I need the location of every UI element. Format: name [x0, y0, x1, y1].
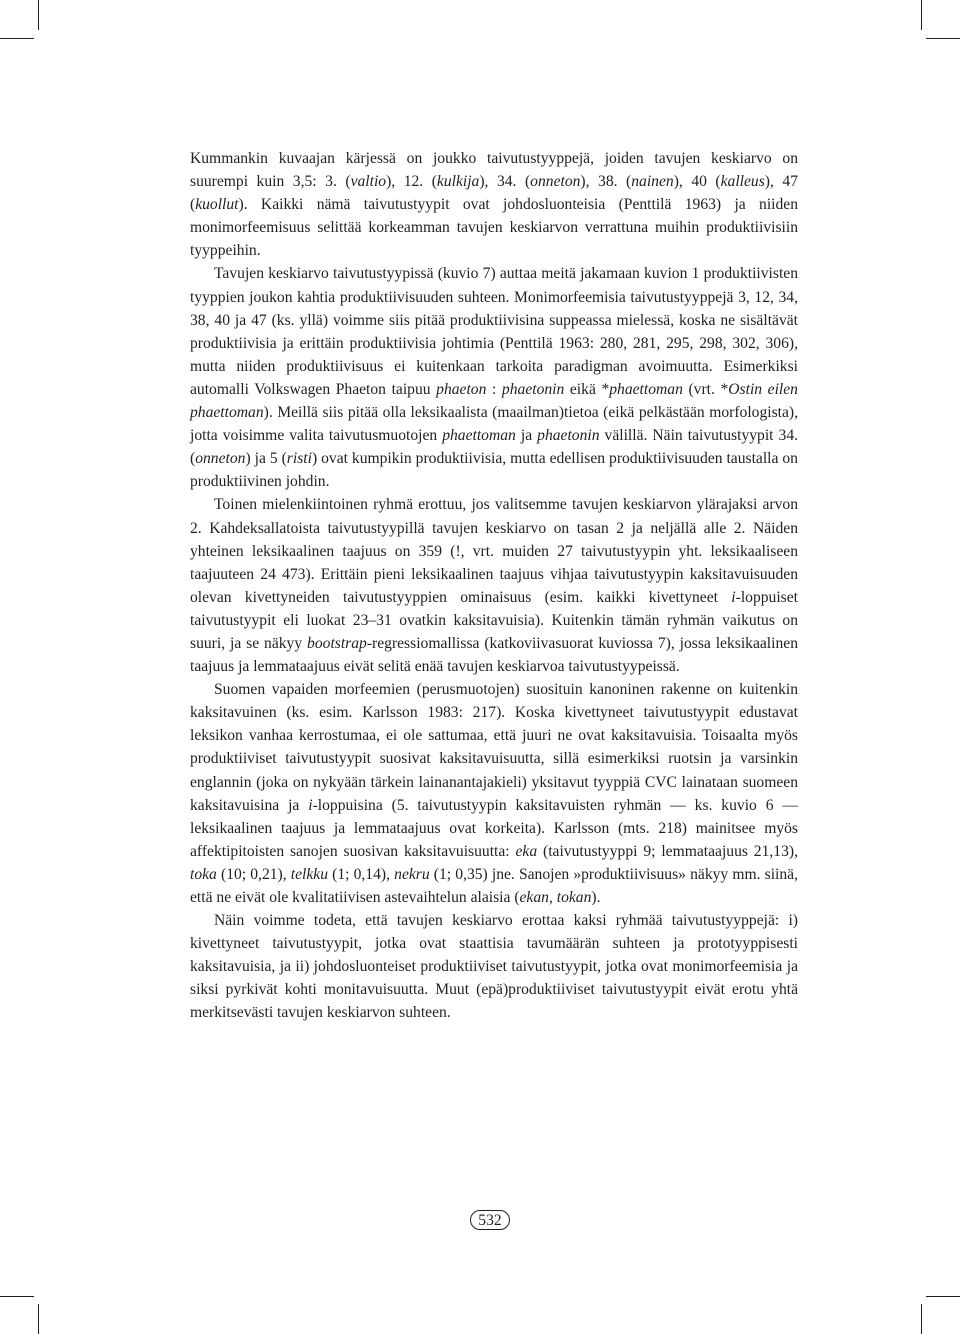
- crop-mark-top-right-horizontal: [926, 38, 960, 39]
- crop-mark-bottom-right-vertical: [921, 1304, 922, 1334]
- text-run: Kummankin kuvaajan kärjessä on joukko taivutustyyppejä, joiden tavujen keskiarvo on suurempi kuin 3,5: 3. (: [190, 150, 798, 191]
- italic-text: eka: [515, 842, 538, 860]
- text-run: ) ja 5 (: [245, 450, 287, 468]
- italic-text: phaetonin: [537, 427, 600, 445]
- body-text: [190, 147, 798, 1025]
- text-run: :: [486, 380, 502, 398]
- paragraph: [190, 262, 798, 493]
- text-run: ), 12. (: [386, 173, 437, 191]
- italic-text: ekan, tokan: [519, 889, 592, 906]
- crop-mark-bottom-left-horizontal: [0, 1296, 34, 1297]
- italic-text: kalleus: [720, 173, 765, 191]
- text-run: ), 47 (: [190, 173, 799, 214]
- text-run: ja: [515, 427, 538, 445]
- crop-mark-bottom-right-horizontal: [926, 1296, 960, 1297]
- text-run: Suomen vapaiden morfeemien (perusmuotojen) suosituin kanoninen rakenne on kuitenkin kaksitavuinen (ks. esim. Karlsson 1983: 217). Koska kivettyneet taivutustyypit edustavat leksikon vanhaa kerrostumaa, ei ole sattumaa, että juuri ne ovat kaksitavuisia. Toisaalta myös produktiiviset taivutustyypit suosivat kaksitavuisuutta, sillä esimerkiksi ruotsin ja varsinkin englannin (joka on nykyään tärkein lainanantajakieli) yksitavut tyyppiä CVC lainataan suomeen kaksitavuisina ja: [190, 681, 798, 814]
- page-number: 532: [470, 1210, 510, 1230]
- text-run: Näin voimme todeta, että tavujen keskiarvo erottaa kaksi ryhmää taivutustyyppejä: i) kivettyneet taivutustyypit, jotka ovat staattisia tavumäärän suhteen ja prototyyppisesti kaksitavuisia, ja ii) johdosluonteiset produktiiviset taivutustyypit, jotka ovat monimorfeemisia ja siksi pyrkivät kohti monitavuisuutta. Muut (epä)produktiiviset taivutustyypit eivät erotu yhtä merkitsevästi tavujen keskiarvon suhteen.: [190, 912, 798, 1022]
- text-run: ).: [591, 889, 601, 906]
- italic-text: toka: [190, 865, 217, 883]
- italic-text: risti: [286, 450, 312, 468]
- italic-text: phaetonin: [501, 380, 565, 398]
- italic-text: bootstrap: [307, 634, 367, 652]
- text-run: ) ovat kumpikin produktiivisia, mutta edellisen produktiivisuuden taustalla on produktiivinen johdin.: [190, 450, 798, 491]
- paragraph: [190, 678, 798, 909]
- paragraph: [190, 147, 798, 262]
- paragraph: [190, 909, 798, 1024]
- italic-text: phaettoman: [442, 427, 516, 445]
- crop-mark-bottom-left-vertical: [38, 1304, 39, 1334]
- text-run: ), 38. (: [580, 173, 632, 191]
- crop-mark-top-right-vertical: [921, 0, 922, 30]
- crop-mark-top-left-vertical: [38, 0, 39, 30]
- italic-text: onneton: [530, 173, 581, 191]
- italic-text: phaettoman: [609, 380, 683, 398]
- text-run: (vrt. *: [682, 380, 729, 398]
- text-run: ). Kaikki nämä taivutustyypit ovat johdosluonteisia (Penttilä 1963) ja niiden monimorfeemisuus selittää korkeamman tavujen keskiarvon verrattuna muihin produktiivisiin tyyppeihin.: [190, 196, 798, 260]
- text-run: -regressiomallissa (katkoviivasuorat kuviossa 7), jossa leksikaalinen taajuus ja lemmataajuus eivät selitä enää tavujen keskiarvoa taivutustyypeissä.: [190, 634, 798, 676]
- text-run: (1; 0,35) jne. Sanojen »produktiivisuus» näkyy mm. siinä, että ne eivät ole kvalitatiivisen astevaihtelun alaisia (: [190, 865, 798, 906]
- italic-text: i: [308, 796, 313, 814]
- text-run: (taivutustyyppi 9; lemmataajuus 21,13),: [537, 842, 798, 860]
- italic-text: onneton: [195, 450, 246, 468]
- text-run: eikä *: [564, 380, 610, 398]
- text-run: ), 34. (: [479, 173, 531, 191]
- italic-text: Ostin eilen phaettoman: [190, 380, 798, 422]
- text-run: -loppuiset taivutustyypit eli luokat 23–31 ovatkin kaksitavuisia). Kuitenkin tämän ryhmän vaikutus on suuri, ja se näkyy: [190, 588, 798, 652]
- italic-text: i: [731, 588, 736, 606]
- italic-text: phaeton: [436, 380, 487, 398]
- text-run: välillä. Näin taivutustyypit 34. (: [190, 427, 799, 468]
- text-run: ), 40 (: [673, 173, 721, 191]
- crop-mark-top-left-horizontal: [0, 38, 34, 39]
- text-run: -loppuisina (5. taivutustyypin kaksitavuisten ryhmän — ks. kuvio 6 — leksikaalinen taajuus ja lemmataajuus ovat korkeita). Karlsson (mts. 218) mainitsee myös affektipitoisten sanojen suosivan kaksitavuisuutta:: [190, 796, 798, 860]
- italic-text: nainen: [631, 173, 674, 191]
- italic-text: kuollut: [195, 196, 239, 214]
- italic-text: telkku: [290, 865, 329, 883]
- text-run: (10; 0,21),: [216, 865, 291, 883]
- text-run: Toinen mielenkiintoinen ryhmä erottuu, jos valitsemme tavujen keskiarvon ylärajaksi arvon 2. Kahdeksallatoista taivutustyypillä tavujen keskiarvo on tasan 2 ja neljällä alle 2. Näiden yhteinen leksikaalinen taajuus on 359 (!, vrt. muiden 27 taivutustyypin yht. leksikaaliseen taajuuteen 24 473). Erittäin pieni leksikaalinen taajuus vihjaa taivutustyypin kaksitavuisuuden olevan kivettyneiden taivutustyyppien ominaisuus (esim. kaikki kivettyneet: [190, 496, 798, 606]
- text-run: (1; 0,14),: [328, 865, 395, 883]
- italic-text: kulkija: [436, 173, 480, 191]
- italic-text: nekru: [394, 865, 430, 883]
- text-run: ). Meillä siis pitää olla leksikaalista (maailman)tietoa (eikä pelkästään morfologista), jotta voisimme valita taivutusmuotojen: [190, 404, 798, 445]
- paragraph: [190, 493, 798, 678]
- text-run: Tavujen keskiarvo taivutustyypissä (kuvio 7) auttaa meitä jakamaan kuvion 1 produktiivisten tyyppien joukon kahtia produktiivisuuden suhteen. Monimorfeemisia taivutustyyppejä 3, 12, 34, 38, 40 ja 47 (ks. yllä) voimme siis pitää produktiivisina suppeassa mielessä, koska ne sisältävät produktiivisia ja erittäin produktiivisia johtimia (Penttilä 1963: 280, 281, 295, 298, 302, 306), mutta niiden produktiivisuus ei kuitenkaan tarkoita paradigman avoimuutta. Esimerkiksi automalli Volkswagen Phaeton taipuu: [190, 265, 798, 398]
- italic-text: valtio: [350, 173, 387, 191]
